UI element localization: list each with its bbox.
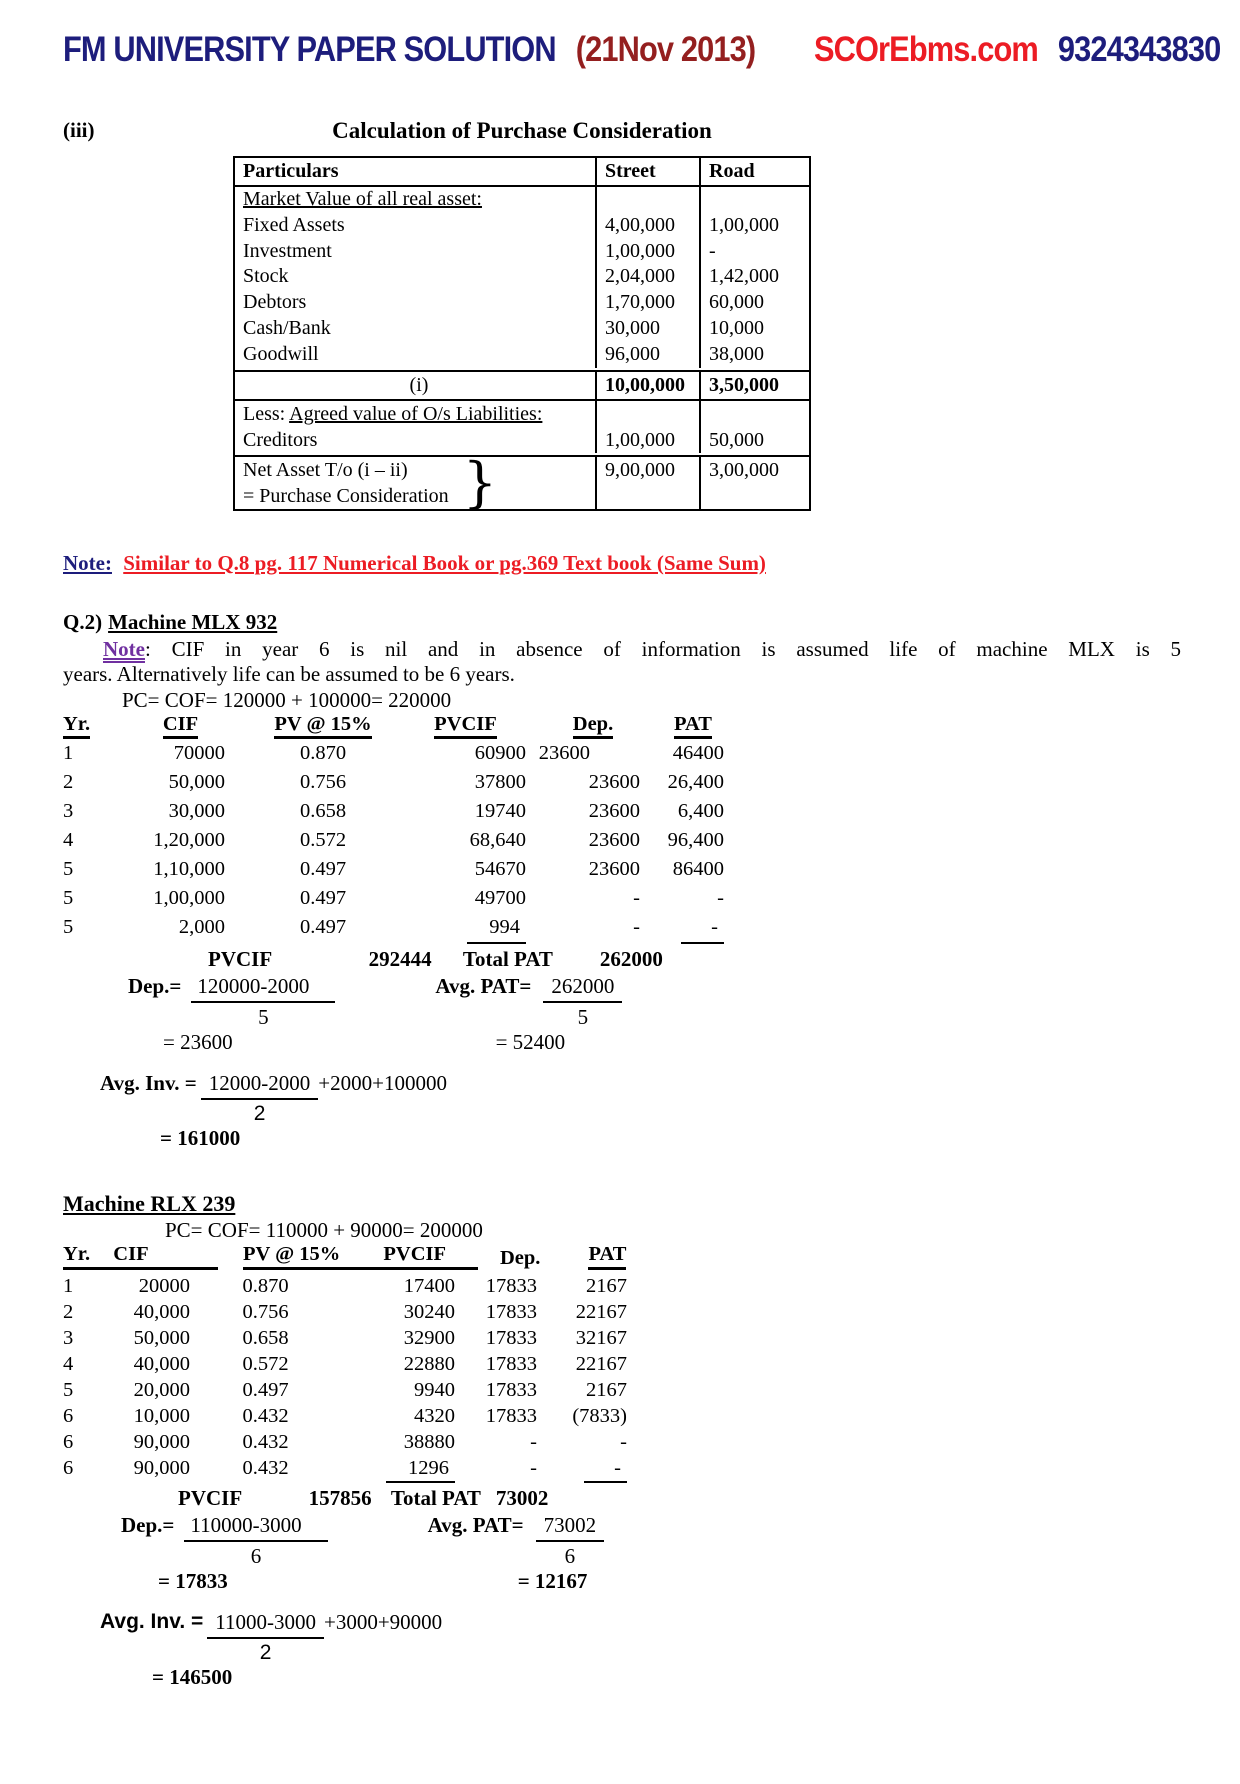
q2-machine-name: Machine MLX 932 bbox=[108, 609, 278, 634]
table-row bbox=[63, 1455, 1240, 1483]
mlx-avgpat-denominator: 5 bbox=[577, 1004, 589, 1029]
cell-yr: 5 bbox=[63, 886, 74, 909]
rlx-dep-avgpat-formulas bbox=[63, 1513, 1240, 1569]
table-row bbox=[235, 264, 809, 290]
table-row bbox=[63, 1273, 1240, 1299]
cell-cif: 70000 bbox=[173, 741, 225, 764]
row-street-value: 1,00,000 bbox=[595, 239, 699, 265]
table-row bbox=[63, 1325, 1240, 1351]
mlx-pvcif-label: PVCIF bbox=[208, 946, 272, 971]
q2-heading bbox=[63, 610, 1240, 635]
cell-pat: 2167 bbox=[586, 1274, 627, 1297]
cell-cif: 1,10,000 bbox=[153, 857, 225, 880]
cell-pv: 0.572 bbox=[242, 1352, 289, 1375]
cell-cif: 20000 bbox=[138, 1274, 190, 1297]
cell-cif: 90,000 bbox=[133, 1430, 190, 1453]
cell-dep: - bbox=[633, 886, 640, 909]
cell-pv: 0.432 bbox=[242, 1456, 289, 1479]
q2-note-line2: years. Alternatively life can be assumed to be 6 years. bbox=[63, 661, 515, 686]
mlx-avg-inv-result: = 161000 bbox=[160, 1125, 241, 1150]
cell-dep: - bbox=[530, 1430, 537, 1453]
mlx-avg-inv-rest: +2000+100000 bbox=[318, 1070, 447, 1095]
mlx-avg-inv-denominator: 2 bbox=[253, 1101, 266, 1125]
cell-pv: 0.497 bbox=[299, 886, 347, 909]
cell-pat: - bbox=[545, 1455, 635, 1483]
mlx-avg-inv-label: Avg. Inv. = bbox=[100, 1070, 197, 1095]
cell-dep: 17833 bbox=[485, 1326, 537, 1349]
mlx-avgpat-result: = 52400 bbox=[495, 1029, 566, 1054]
table-row bbox=[63, 1299, 1240, 1325]
cell-pat: 46400 bbox=[672, 741, 724, 764]
creditors-label: Creditors bbox=[243, 428, 318, 451]
table-row bbox=[63, 768, 1240, 797]
cell-cif: 90,000 bbox=[133, 1456, 190, 1479]
header-site: SCOrEbms.com bbox=[813, 30, 1038, 69]
cell-yr: 5 bbox=[63, 857, 74, 880]
cell-dep: 17833 bbox=[485, 1352, 537, 1375]
rlx-totals-line bbox=[63, 1486, 1240, 1511]
cell-yr: 1 bbox=[63, 1274, 74, 1297]
cell-pv: 0.572 bbox=[299, 828, 347, 851]
rlx-avg-inv-rest: +3000+90000 bbox=[324, 1609, 443, 1634]
row-label: Goodwill bbox=[243, 342, 319, 365]
net-asset-street: 9,00,000 bbox=[595, 457, 699, 509]
rlx-header-cif: CIF bbox=[113, 1242, 149, 1265]
mlx-pvcif-total: 292444 bbox=[368, 946, 432, 971]
cell-pvcif: 60900 bbox=[474, 741, 526, 764]
q2-note-line1: : CIF in year 6 is nil and in absence of information is assumed life of machine MLX is 5 bbox=[144, 636, 1181, 661]
cell-cif: 10,000 bbox=[133, 1404, 190, 1427]
cell-yr: 5 bbox=[63, 1378, 74, 1401]
subtotal-row bbox=[235, 370, 809, 401]
less-heading: Agreed value of O/s Liabilities: bbox=[289, 402, 543, 425]
rlx-avg-inv-formula bbox=[100, 1610, 1240, 1665]
mlx-dep-label: Dep.= bbox=[128, 973, 182, 998]
less-section bbox=[235, 401, 809, 457]
rlx-header-pv: PV @ 15% bbox=[243, 1242, 341, 1265]
rlx-avg-inv-numerator: 11000-3000 bbox=[207, 1610, 324, 1639]
purchase-title: Calculation of Purchase Consideration bbox=[332, 118, 712, 143]
rlx-table-header-row bbox=[63, 1243, 1240, 1270]
cell-dep: - bbox=[530, 1456, 537, 1479]
cell-dep: 23600 bbox=[538, 741, 590, 764]
column-header-street: Street bbox=[595, 158, 699, 185]
rlx-avgpat-label: Avg. PAT= bbox=[427, 1512, 524, 1537]
row-street-value: 1,70,000 bbox=[595, 290, 699, 316]
rlx-dep-result: = 17833 bbox=[158, 1568, 228, 1593]
rlx-dep-numerator: 110000-3000 bbox=[184, 1513, 327, 1542]
cell-cif: 40,000 bbox=[133, 1300, 190, 1323]
cell-pvcif: 19740 bbox=[474, 799, 526, 822]
app-header bbox=[63, 30, 1221, 70]
cell-pvcif: 37800 bbox=[474, 770, 526, 793]
column-header-particulars: Particulars bbox=[243, 160, 339, 182]
cell-pat: 22167 bbox=[575, 1300, 627, 1323]
cell-pvcif: 54670 bbox=[474, 857, 526, 880]
table-row bbox=[63, 1351, 1240, 1377]
rlx-avgpat-numerator: 73002 bbox=[536, 1513, 605, 1542]
cell-cif: 1,00,000 bbox=[153, 886, 225, 909]
cell-pvcif: 38880 bbox=[403, 1430, 455, 1453]
section-head bbox=[0, 118, 1240, 150]
column-header-road: Road bbox=[699, 158, 805, 185]
row-street-value: 96,000 bbox=[595, 342, 699, 368]
cell-pv: 0.432 bbox=[242, 1404, 289, 1427]
cell-dep: 23600 bbox=[588, 799, 640, 822]
cell-yr: 5 bbox=[63, 915, 74, 938]
net-asset-label-line2: = Purchase Consideration bbox=[243, 484, 449, 507]
cell-pvcif: 68,640 bbox=[469, 828, 526, 851]
section-marker: (iii) bbox=[63, 118, 95, 142]
table-row bbox=[63, 1403, 1240, 1429]
table-row bbox=[63, 1377, 1240, 1403]
row-road-value: 60,000 bbox=[699, 290, 805, 316]
rlx-header-yr: Yr. bbox=[63, 1242, 91, 1265]
less-heading-row bbox=[235, 401, 809, 427]
row-label: Investment bbox=[243, 239, 332, 262]
cell-pvcif: 30240 bbox=[403, 1300, 455, 1323]
cell-dep: 23600 bbox=[588, 857, 640, 880]
subtotal-street: 10,00,000 bbox=[595, 372, 699, 399]
rlx-header-pvcif: PVCIF bbox=[383, 1242, 447, 1265]
rlx-pvcif-total: 157856 bbox=[308, 1485, 372, 1510]
rlx-avgpat-denominator: 6 bbox=[564, 1543, 576, 1568]
table-row bbox=[235, 342, 809, 368]
mlx-dep-avgpat-formulas bbox=[63, 974, 1240, 1030]
table-row bbox=[235, 239, 809, 265]
row-street-value: 4,00,000 bbox=[595, 213, 699, 239]
mlx-avgpat-numerator: 262000 bbox=[543, 974, 622, 1003]
table-row bbox=[235, 316, 809, 342]
row-label: Debtors bbox=[243, 291, 307, 314]
cell-dep: 17833 bbox=[485, 1378, 537, 1401]
net-asset-row bbox=[235, 450, 809, 514]
cell-pat: 32167 bbox=[575, 1326, 627, 1349]
cell-pat: 96,400 bbox=[667, 828, 724, 851]
cell-pv: 0.658 bbox=[299, 799, 347, 822]
purchase-table bbox=[233, 156, 811, 514]
cell-pvcif: 1296 bbox=[333, 1455, 463, 1483]
rlx-heading: Machine RLX 239 bbox=[63, 1190, 236, 1216]
cell-dep: 17833 bbox=[485, 1300, 537, 1323]
rlx-dep-denominator: 6 bbox=[250, 1543, 262, 1568]
cell-pv: 0.870 bbox=[299, 741, 347, 764]
table-row bbox=[63, 884, 1240, 913]
cell-cif: 50,000 bbox=[168, 770, 225, 793]
creditors-row bbox=[235, 427, 809, 453]
cell-pv: 0.497 bbox=[299, 857, 347, 880]
mlx-table-header-row bbox=[63, 713, 1240, 736]
cell-pvcif: 22880 bbox=[403, 1352, 455, 1375]
cell-pat: (7833) bbox=[572, 1404, 627, 1427]
q2-note-label: Note bbox=[103, 636, 145, 661]
cell-yr: 3 bbox=[63, 799, 74, 822]
cell-yr: 4 bbox=[63, 828, 74, 851]
cell-yr: 2 bbox=[63, 770, 74, 793]
row-label: Stock bbox=[243, 265, 289, 288]
q2-prefix: Q.2) bbox=[63, 609, 103, 634]
cell-cif: 30,000 bbox=[168, 799, 225, 822]
cell-pvcif: 32900 bbox=[403, 1326, 455, 1349]
mlx-avgpat-label: Avg. PAT= bbox=[435, 973, 532, 998]
cell-dep: - bbox=[633, 915, 640, 938]
cell-pvcif: 9940 bbox=[414, 1378, 455, 1401]
brace-glyph: } bbox=[462, 450, 498, 514]
mlx-dep-numerator: 120000-2000 bbox=[191, 974, 335, 1003]
mlx-rows bbox=[63, 739, 1240, 944]
mlx-total-pat-label: Total PAT bbox=[462, 946, 553, 971]
mlx-avg-inv-numerator: 12000-2000 bbox=[201, 1071, 319, 1100]
rlx-total-pat-label: Total PAT bbox=[390, 1485, 481, 1510]
mlx-dep-result: = 23600 bbox=[163, 1029, 233, 1054]
cell-pvcif: 49700 bbox=[474, 886, 526, 909]
mlx-header-pvcif: PVCIF bbox=[434, 713, 497, 739]
rlx-header-pat: PAT bbox=[588, 1243, 626, 1270]
cell-dep: 23600 bbox=[588, 770, 640, 793]
note-text: Similar to Q.8 pg. 117 Numerical Book or pg.369 Text book (Same Sum) bbox=[123, 550, 766, 575]
cell-pat: - bbox=[620, 1430, 627, 1453]
mlx-header-cif: CIF bbox=[163, 713, 198, 739]
asset-section-heading: Market Value of all real asset: bbox=[243, 188, 482, 210]
row-street-value: 30,000 bbox=[595, 316, 699, 342]
row-road-value: 38,000 bbox=[699, 342, 805, 368]
rlx-avg-inv-label: Avg. Inv. = bbox=[100, 1609, 204, 1633]
mlx-dep-denominator: 5 bbox=[258, 1004, 269, 1029]
cell-dep: 17833 bbox=[485, 1274, 537, 1297]
asset-section bbox=[235, 187, 809, 370]
cell-pat: 2167 bbox=[586, 1378, 627, 1401]
cell-pvcif: 994 bbox=[393, 913, 538, 944]
mlx-header-pv: PV @ 15% bbox=[274, 713, 371, 739]
cell-pat: - bbox=[648, 913, 738, 944]
table-row bbox=[63, 1429, 1240, 1455]
cell-cif: 20,000 bbox=[133, 1378, 190, 1401]
table-row bbox=[63, 855, 1240, 884]
section-heading-row bbox=[235, 187, 809, 213]
cell-pat: 26,400 bbox=[667, 770, 724, 793]
mlx-results-line bbox=[63, 1030, 1240, 1055]
rlx-pvcif-label: PVCIF bbox=[178, 1485, 242, 1510]
table-row bbox=[235, 213, 809, 239]
cell-yr: 3 bbox=[63, 1326, 74, 1349]
row-label: Cash/Bank bbox=[243, 316, 331, 339]
mlx-total-pat-value: 262000 bbox=[599, 946, 663, 971]
note-label: Note: bbox=[63, 550, 112, 575]
cell-yr: 6 bbox=[63, 1404, 74, 1427]
table-row bbox=[63, 739, 1240, 768]
mlx-table bbox=[63, 713, 1240, 944]
header-phone: 9324343830 bbox=[1057, 30, 1221, 69]
cell-dep: 17833 bbox=[485, 1404, 537, 1427]
creditors-street: 1,00,000 bbox=[595, 427, 699, 453]
cell-pat: 6,400 bbox=[677, 799, 724, 822]
cell-pv: 0.497 bbox=[242, 1378, 289, 1401]
cell-yr: 2 bbox=[63, 1300, 74, 1323]
cell-yr: 6 bbox=[63, 1456, 74, 1479]
row-road-value: 10,000 bbox=[699, 316, 805, 342]
asset-rows bbox=[235, 213, 809, 368]
row-road-value: - bbox=[699, 239, 805, 265]
reference-note bbox=[63, 551, 1240, 576]
cell-cif: 50,000 bbox=[133, 1326, 190, 1349]
cell-dep: 23600 bbox=[588, 828, 640, 851]
rlx-avg-inv-result: = 146500 bbox=[152, 1664, 233, 1689]
cell-pv: 0.870 bbox=[242, 1274, 289, 1297]
rlx-avg-inv-denominator: 2 bbox=[259, 1640, 272, 1664]
mlx-header-yr: Yr. bbox=[63, 713, 90, 739]
table-row bbox=[63, 913, 1240, 944]
rlx-table bbox=[63, 1243, 1240, 1483]
table-header-row bbox=[235, 158, 809, 187]
mlx-totals-line bbox=[63, 947, 1240, 972]
rlx-header-dep: Dep. bbox=[500, 1246, 541, 1269]
cell-pat: 86400 bbox=[672, 857, 724, 880]
rlx-dep-label: Dep.= bbox=[121, 1512, 175, 1537]
row-road-value: 1,42,000 bbox=[699, 264, 805, 290]
cell-yr: 1 bbox=[63, 741, 74, 764]
cell-yr: 6 bbox=[63, 1430, 74, 1453]
subtotal-label: (i) bbox=[409, 373, 429, 396]
cell-pvcif: 4320 bbox=[414, 1404, 455, 1427]
rlx-rows bbox=[63, 1273, 1240, 1483]
header-title: FM UNIVERSITY PAPER SOLUTION bbox=[63, 30, 556, 69]
cell-cif: 2,000 bbox=[178, 915, 225, 938]
q2-note bbox=[63, 637, 1181, 687]
creditors-road: 50,000 bbox=[699, 427, 805, 453]
mlx-pc-formula: PC= COF= 120000 + 100000= 220000 bbox=[122, 687, 452, 712]
row-label: Fixed Assets bbox=[243, 213, 345, 236]
subtotal-road: 3,50,000 bbox=[699, 372, 805, 399]
cell-cif: 1,20,000 bbox=[153, 828, 225, 851]
net-asset-road: 3,00,000 bbox=[699, 457, 805, 509]
cell-pv: 0.497 bbox=[299, 915, 347, 938]
rlx-total-pat-value: 73002 bbox=[495, 1485, 549, 1510]
cell-pv: 0.756 bbox=[299, 770, 347, 793]
mlx-header-dep: Dep. bbox=[573, 713, 613, 739]
table-row bbox=[235, 290, 809, 316]
less-prefix: Less: bbox=[243, 402, 290, 425]
header-date: (21Nov 2013) bbox=[575, 30, 756, 69]
mlx-header-pat: PAT bbox=[674, 713, 712, 739]
table-row bbox=[63, 826, 1240, 855]
cell-pat: 22167 bbox=[575, 1352, 627, 1375]
cell-pat: - bbox=[717, 886, 724, 909]
cell-yr: 4 bbox=[63, 1352, 74, 1375]
cell-pv: 0.756 bbox=[242, 1300, 289, 1323]
row-street-value: 2,04,000 bbox=[595, 264, 699, 290]
cell-pv: 0.658 bbox=[242, 1326, 289, 1349]
table-row bbox=[63, 797, 1240, 826]
rlx-results-line bbox=[63, 1569, 1240, 1594]
cell-cif: 40,000 bbox=[133, 1352, 190, 1375]
rlx-avgpat-result: = 12167 bbox=[517, 1568, 588, 1593]
cell-pv: 0.432 bbox=[242, 1430, 289, 1453]
rlx-pc-formula: PC= COF= 110000 + 90000= 200000 bbox=[165, 1217, 483, 1242]
row-road-value: 1,00,000 bbox=[699, 213, 805, 239]
cell-pvcif: 17400 bbox=[403, 1274, 455, 1297]
mlx-avg-inv-formula bbox=[100, 1071, 1240, 1126]
net-asset-label-line1: Net Asset T/o (i – ii) bbox=[243, 458, 408, 481]
